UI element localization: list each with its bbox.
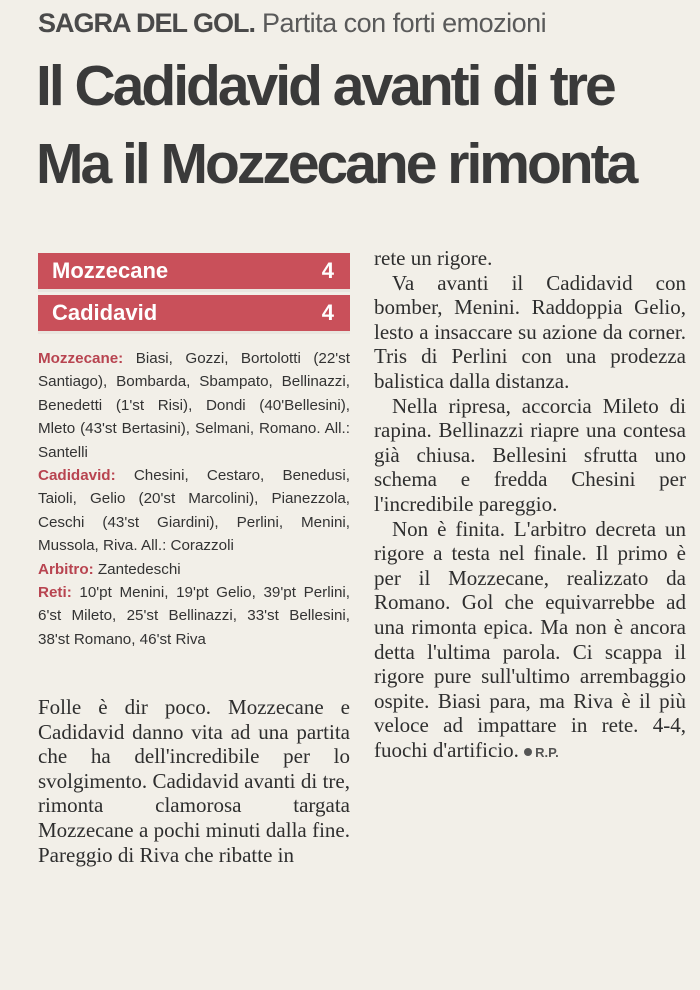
lineup-mozzecane <box>38 347 350 464</box>
lineup-text: Chesini, Cestaro, Benedusi, Taioli, Gelio (20'st Marcolini), Pianezzola, Ceschi (43'st Giardini), Perlini, Menini, Mussola, Riva. All.: Corazzoli <box>38 467 350 555</box>
away-goals: 4 <box>321 300 334 325</box>
article-paragraph-3: Nella ripresa, accorcia Mileto di rapina. Bellinazzi riapre una contesa già chiusa. Bellesini sfrutta uno schema e fredda Chesini per l'incredibile pareggio. <box>374 393 686 516</box>
home-team: Mozzecane <box>52 258 169 283</box>
article-paragraph-4-text: Non è finita. L'arbitro decreta un rigore a testa nel finale. Il primo è per il Mozzecane, realizzato da Romano. Gol che equivarrebbe ad una rimonta epica. Ma non è ancora detta l'ultima parola. Ci scappa il rigore pure sull'ultimo arrembaggio ospite. Biasi para, ma Riva è il più veloce ad impattare in rete. 4-4, fuochi d'artificio. <box>374 516 686 762</box>
home-goals: 4 <box>321 258 334 283</box>
article-paragraph-1: Folle è dir poco. Mozzecane e Cadidavid danno vita ad una partita che ha dell'incredibile per lo svolgimento. Cadidavid avanti di tre, rimonta clamorosa targata Mozzecane a pochi minuti dalla fine. Pareggio di Riva che ribatte in <box>38 695 350 867</box>
referee <box>38 558 350 581</box>
lineup-label: Cadidavid: <box>38 467 116 485</box>
kicker-subtitle: Partita con forti emozioni <box>262 8 547 38</box>
article-paragraph-1-continued: rete un rigore. <box>374 246 493 270</box>
match-report <box>38 347 350 651</box>
article-paragraph-4 <box>374 517 686 766</box>
headline-line-1: Il Cadidavid avanti di tre <box>36 54 614 118</box>
goals-text: 10'pt Menini, 19'pt Gelio, 39'pt Perlini, 6'st Mileto, 25'st Bellinazzi, 33'st Bellesini, 38'st Romano, 46'st Riva <box>38 584 350 648</box>
headline-line-2: Ma il Mozzecane rimonta <box>36 132 636 196</box>
article-paragraph-2: Va avanti il Cadidavid con bomber, Menini. Raddoppia Gelio, lesto a insaccare su azione da corner. Tris di Perlini con una prodezza balistica dalla distanza. <box>374 270 686 393</box>
author-signature <box>524 745 559 760</box>
article-column-left <box>38 695 350 867</box>
lineup-cadidavid <box>38 464 350 558</box>
referee-text: Zantedeschi <box>93 560 181 578</box>
goals-list <box>38 581 350 651</box>
referee-label: Arbitro: <box>38 560 94 578</box>
kicker-section: SAGRA DEL GOL. <box>38 8 256 38</box>
away-team: Cadidavid <box>52 300 158 325</box>
article-column-right <box>374 246 686 765</box>
kicker <box>38 8 688 39</box>
bullet-icon <box>524 748 532 756</box>
goals-label: Reti: <box>38 584 72 602</box>
score-row-home <box>38 253 350 292</box>
lineup-text: Biasi, Gozzi, Bortolotti (22'st Santiago), Bombarda, Sbampato, Bellinazzi, Benedetti (1'st Risi), Dondi (40'Bellesini), Mleto (43'st Bertasini), Selmani, Romano. All.: Santelli <box>38 350 350 461</box>
author-initials: R.P. <box>535 744 559 760</box>
lineup-label: Mozzecane: <box>38 350 124 367</box>
score-row-away <box>38 295 350 334</box>
